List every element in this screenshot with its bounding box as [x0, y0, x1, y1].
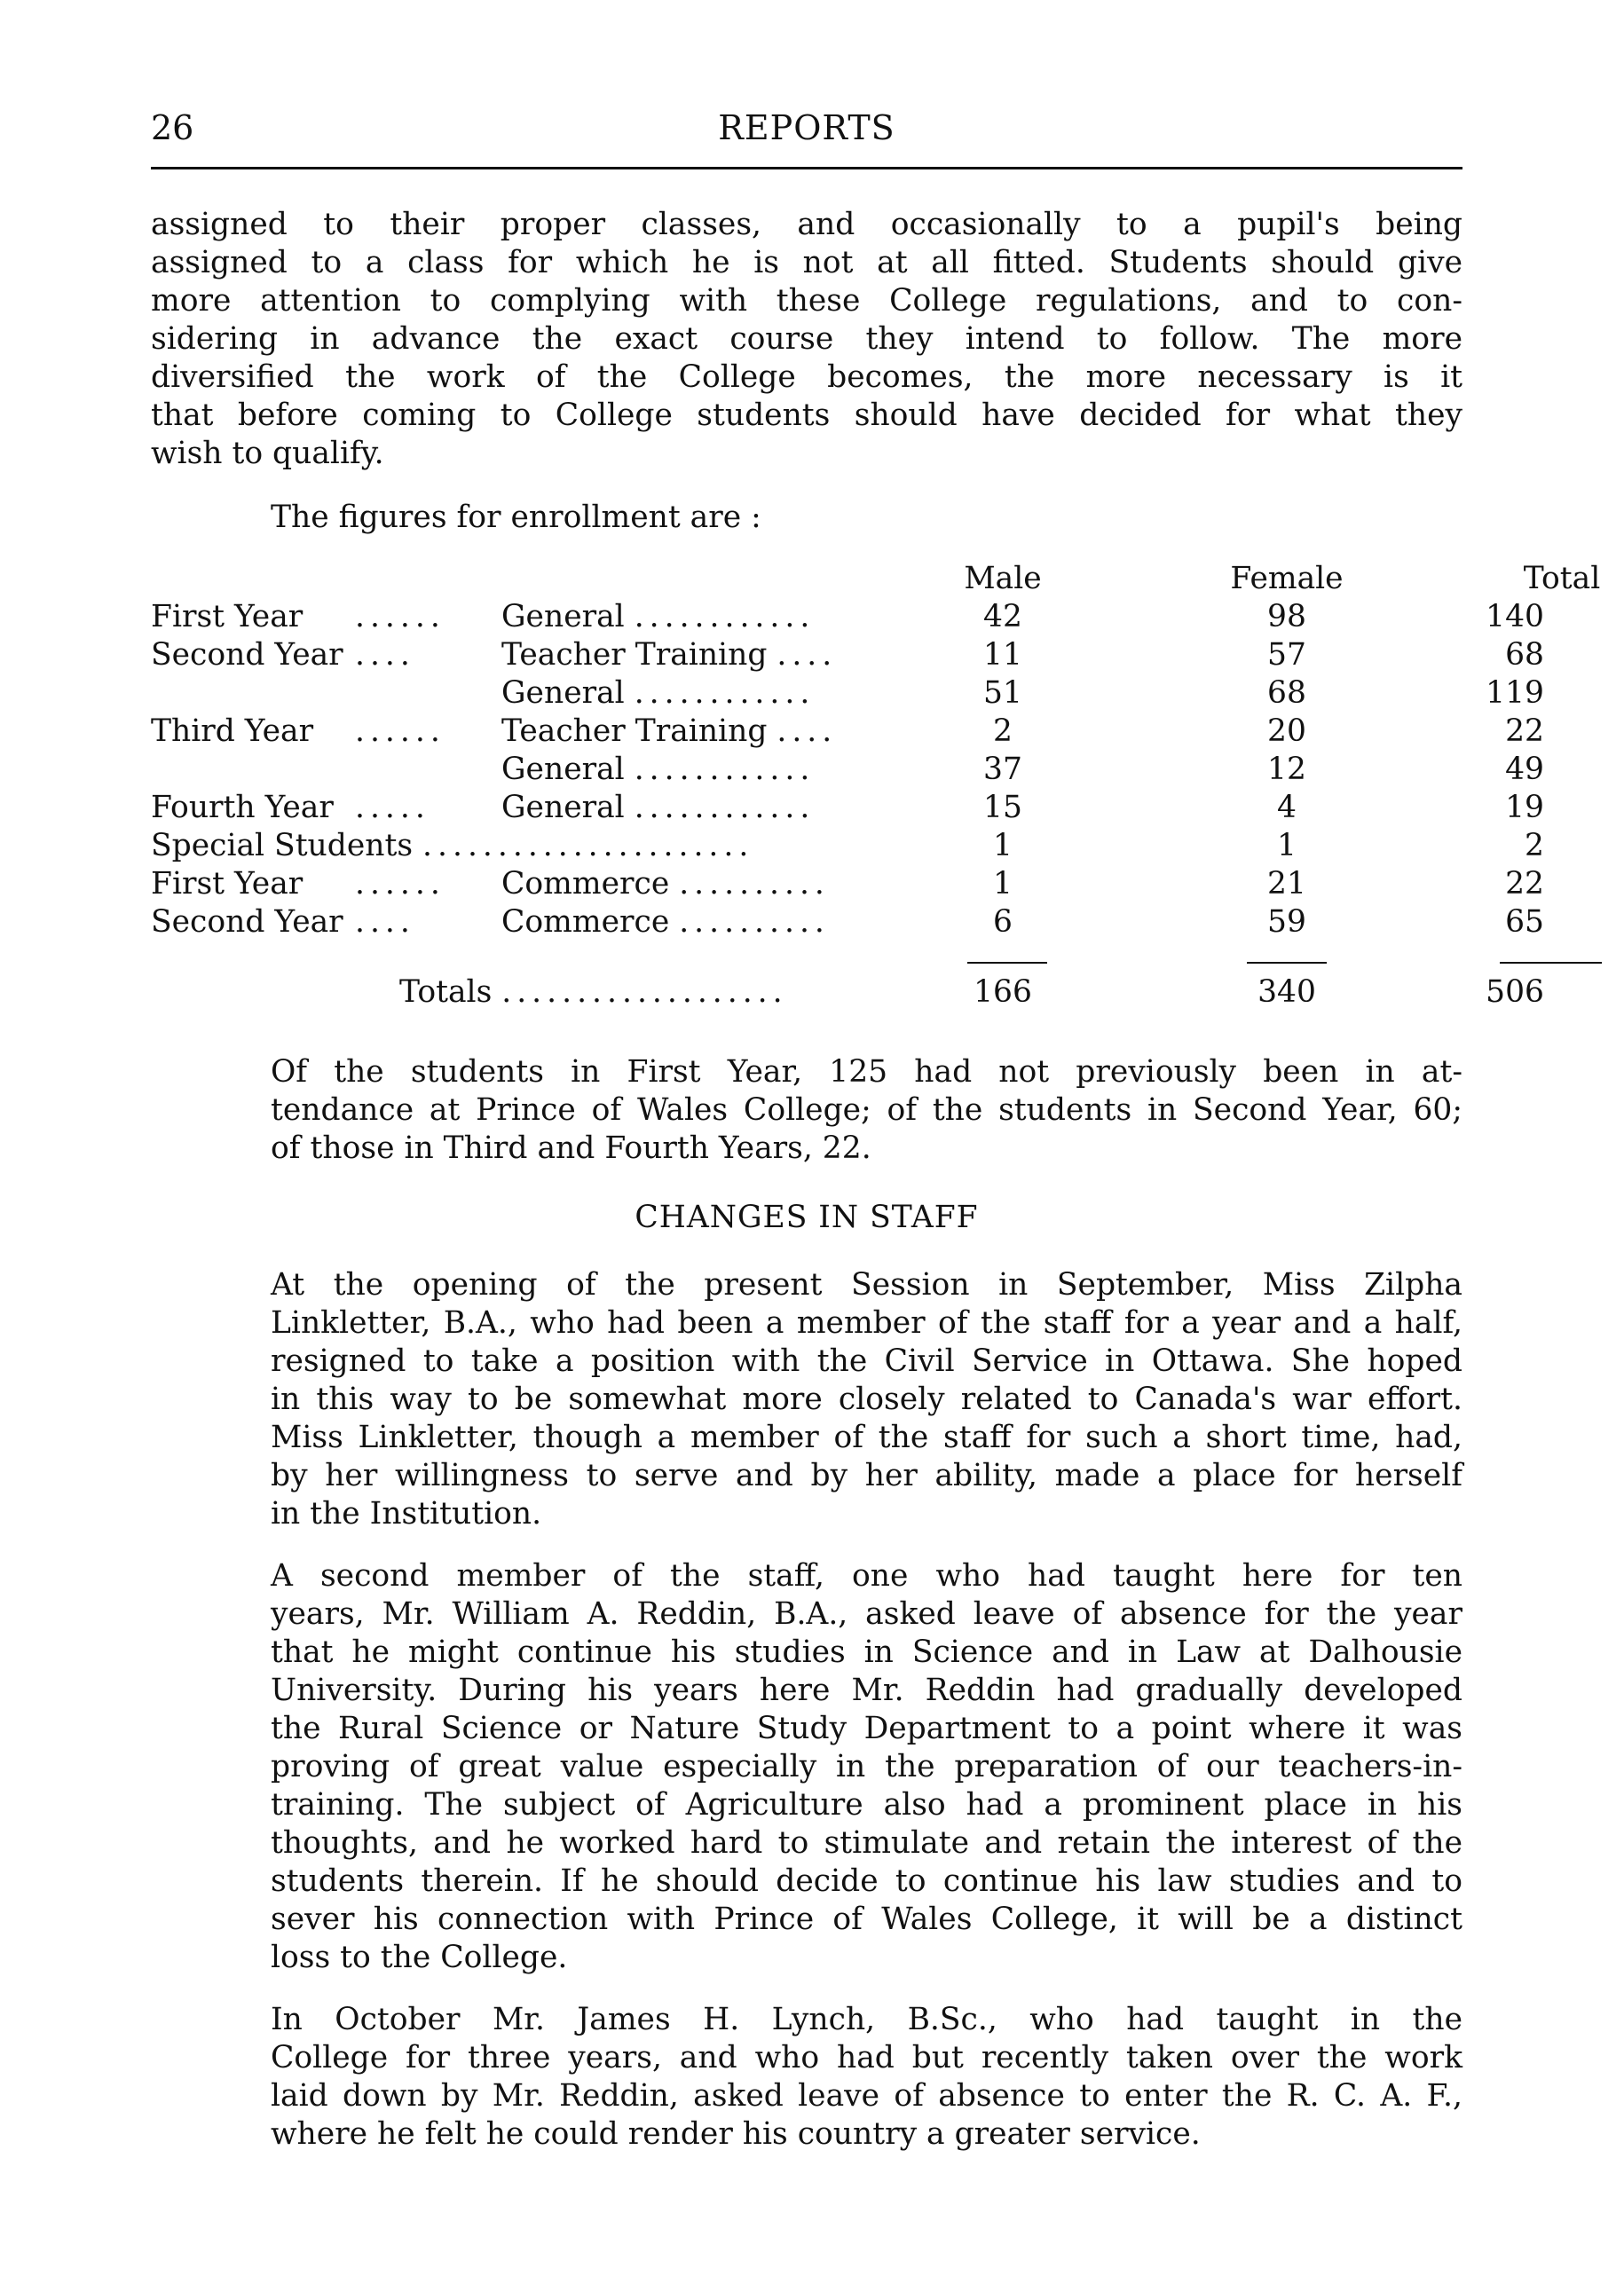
row-year-leader: .... [355, 637, 415, 673]
row-year: Third Year [151, 713, 314, 749]
table-intro: The figures for enrollment are : [271, 500, 761, 535]
text-line: Miss Linkletter, though a member of the staff for such a short time, had, [271, 1420, 1462, 1455]
text-line: of those in Third and Fourth Years, 22. [271, 1130, 871, 1166]
row-male: 37 [983, 752, 1022, 787]
table-header-row [151, 561, 1601, 599]
row-female: 4 [1277, 790, 1297, 825]
row-label: Special Students ...................... [151, 828, 754, 863]
totals-label: Totals ................... [399, 974, 788, 1010]
totals-row [151, 974, 1544, 1012]
row-course: Teacher Training .... [501, 713, 838, 749]
text-line: loss to the College. [271, 1940, 568, 1975]
table-row [151, 752, 1544, 790]
table-row [151, 828, 1544, 866]
text-line: proving of great value especially in the preparation of our teachers-in- [271, 1749, 1462, 1784]
paragraph-reddin [151, 1557, 1462, 1977]
row-female: 98 [1267, 599, 1306, 634]
text-line: sidering in advance the exact course they intend to follow. The more [151, 321, 1462, 357]
text-line: At the opening of the present Session in September, Miss Zilpha [271, 1267, 1462, 1303]
row-course: General ............ [501, 752, 816, 787]
page-number: 26 [151, 108, 194, 147]
text-line: In October Mr. James H. Lynch, B.Sc., who had taught in the [271, 2002, 1462, 2037]
text-line: by her willingness to serve and by her ability, made a place for herself [271, 1458, 1462, 1493]
row-female: 1 [1277, 828, 1297, 863]
text-line: Of the students in First Year, 125 had not previously been in at- [271, 1054, 1462, 1090]
row-male: 42 [983, 599, 1022, 634]
row-male: 1 [993, 828, 1013, 863]
row-female: 57 [1267, 637, 1306, 673]
text-line: diversified the work of the College becomes, the more necessary is it [151, 359, 1462, 395]
text-line: in the Institution. [271, 1496, 542, 1532]
totals-male: 166 [974, 974, 1032, 1010]
text-line: students therein. If he should decide to continue his law studies and to [271, 1863, 1462, 1899]
text-line: more attention to complying with these College regulations, and to con- [151, 283, 1462, 319]
text-line: A second member of the staff, one who had taught here for ten [271, 1558, 1462, 1594]
row-course: Teacher Training .... [501, 637, 838, 673]
text-line: that before coming to College students should have decided for what they [151, 398, 1462, 433]
row-male: 6 [993, 904, 1013, 940]
text-line: resigned to take a position with the Civil Service in Ottawa. She hoped [271, 1343, 1462, 1379]
row-total: 22 [1505, 866, 1544, 902]
row-total: 119 [1486, 675, 1544, 711]
text-line: in this way to be somewhat more closely related to Canada's war effort. [271, 1382, 1462, 1417]
paragraph-lynch [151, 2001, 1462, 2154]
row-female: 12 [1267, 752, 1306, 787]
enrollment-table [151, 561, 1601, 1012]
sum-rule-total [1500, 962, 1602, 964]
table-row [151, 599, 1544, 637]
header-rule [151, 167, 1462, 169]
row-year-leader: .... [355, 904, 415, 940]
text-line: that he might continue his studies in Science and in Law at Dalhousie [271, 1634, 1462, 1670]
running-title: REPORTS [718, 108, 895, 147]
row-male: 2 [993, 713, 1013, 749]
table-row [151, 637, 1544, 675]
row-year: First Year [151, 599, 304, 634]
totals-female: 340 [1257, 974, 1316, 1010]
page-header [151, 108, 1462, 153]
text-line: thoughts, and he worked hard to stimulate and retain the interest of the [271, 1825, 1462, 1861]
totals-total: 506 [1486, 974, 1544, 1010]
row-year-leader: ..... [355, 790, 430, 825]
row-male: 1 [993, 866, 1013, 902]
row-year: Second Year [151, 904, 343, 940]
row-total: 68 [1505, 637, 1544, 673]
row-course: Commerce .......... [501, 904, 830, 940]
row-course: Commerce .......... [501, 866, 830, 902]
text-line: years, Mr. William A. Reddin, B.A., asked leave of absence for the year [271, 1596, 1462, 1632]
row-course: General ............ [501, 599, 816, 634]
text-line: wish to qualify. [151, 436, 384, 471]
row-total: 49 [1505, 752, 1544, 787]
row-total: 22 [1505, 713, 1544, 749]
row-course: General ............ [501, 790, 816, 825]
column-header-total: Total [1523, 561, 1601, 596]
text-line: College for three years, and who had but recently taken over the work [271, 2040, 1462, 2075]
text-line: where he felt he could render his country a greater service. [271, 2116, 1201, 2152]
row-year-leader: ...... [355, 713, 445, 749]
table-row [151, 904, 1544, 942]
row-total: 19 [1505, 790, 1544, 825]
paragraph-regulations [151, 206, 1462, 473]
table-row [151, 713, 1544, 752]
row-male: 51 [983, 675, 1022, 711]
text-line: laid down by Mr. Reddin, asked leave of absence to enter the R. C. A. F., [271, 2078, 1462, 2114]
row-year: Second Year [151, 637, 343, 673]
sum-rule-row [151, 942, 1462, 974]
sum-rule-female [1247, 962, 1327, 964]
text-line: the Rural Science or Nature Study Department to a point where it was [271, 1711, 1462, 1746]
row-female: 68 [1267, 675, 1306, 711]
table-row [151, 790, 1544, 828]
row-year: Fourth Year [151, 790, 334, 825]
sum-rule-male [967, 962, 1047, 964]
row-total: 140 [1486, 599, 1544, 634]
text-line: training. The subject of Agriculture also had a prominent place in his [271, 1787, 1462, 1823]
paragraph-new-students [151, 1053, 1462, 1168]
text-line: tendance at Prince of Wales College; of the students in Second Year, 60; [271, 1092, 1462, 1128]
column-header-female: Female [1230, 561, 1344, 596]
row-female: 20 [1267, 713, 1306, 749]
table-body [151, 599, 1544, 942]
column-header-male: Male [964, 561, 1042, 596]
text-line: assigned to their proper classes, and occasionally to a pupil's being [151, 207, 1462, 242]
section-heading: CHANGES IN STAFF [635, 1200, 979, 1235]
text-line: Linkletter, B.A., who had been a member of the staff for a year and a half, [271, 1305, 1462, 1341]
text-line: sever his connection with Prince of Wales College, it will be a distinct [271, 1902, 1462, 1937]
paragraph-linkletter [151, 1266, 1462, 1533]
table-row [151, 675, 1544, 713]
text-line: University. During his years here Mr. Reddin had gradually developed [271, 1673, 1462, 1708]
row-year: First Year [151, 866, 304, 902]
row-year-leader: ...... [355, 599, 445, 634]
row-total: 65 [1505, 904, 1544, 940]
row-total: 2 [1525, 828, 1544, 863]
row-year-leader: ...... [355, 866, 445, 902]
text-line: assigned to a class for which he is not at all fitted. Students should give [151, 245, 1462, 280]
row-female: 21 [1267, 866, 1306, 902]
row-male: 15 [983, 790, 1022, 825]
row-course: General ............ [501, 675, 816, 711]
table-row [151, 866, 1544, 904]
row-male: 11 [983, 637, 1022, 673]
row-female: 59 [1267, 904, 1306, 940]
